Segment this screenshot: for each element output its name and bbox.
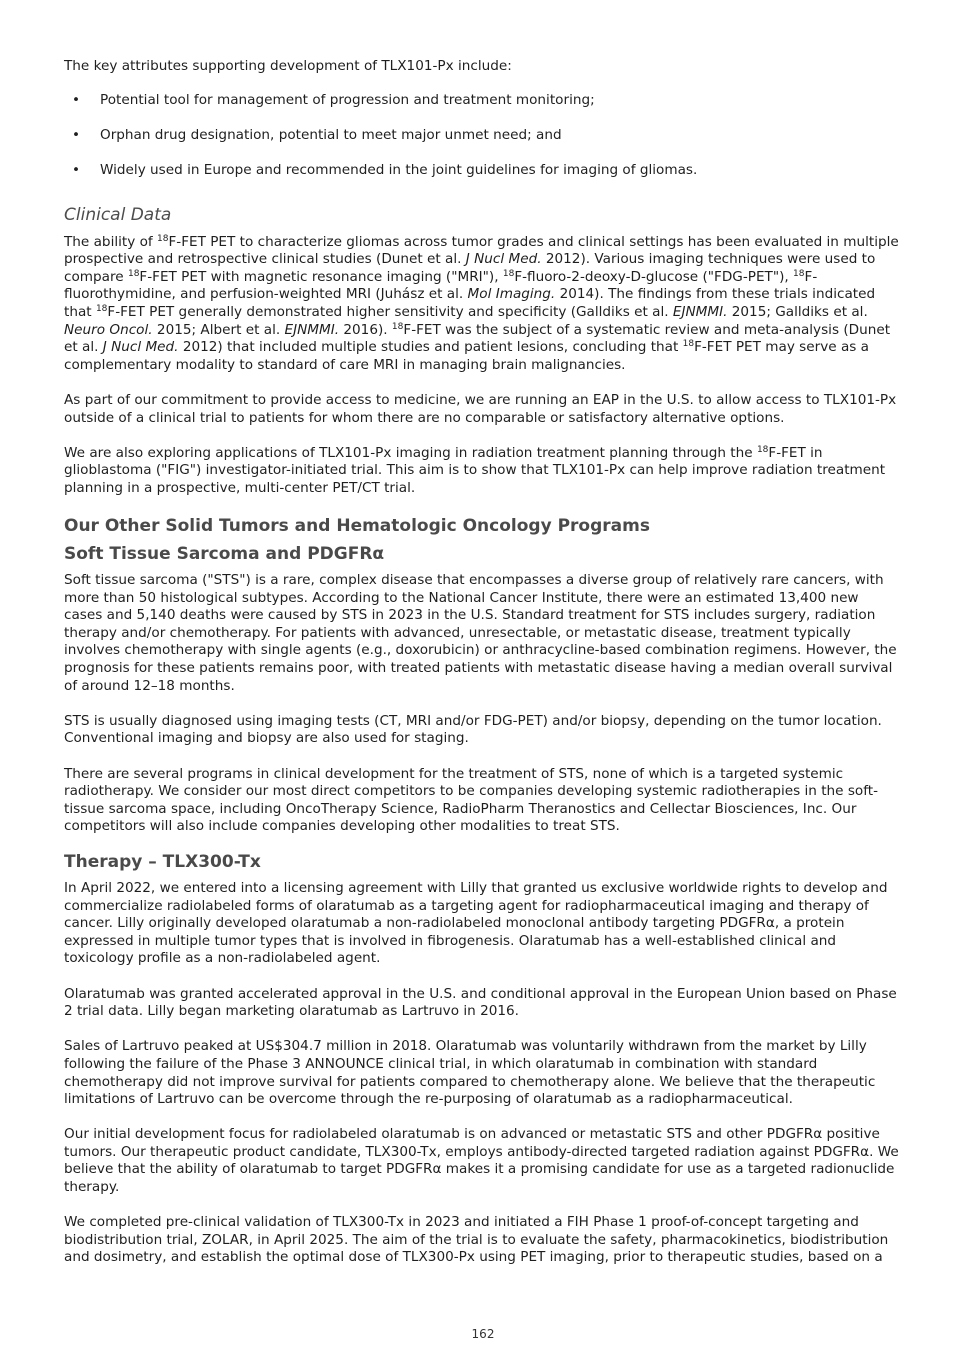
bullet-icon: •: [72, 161, 81, 178]
clinical-paragraph-3: We are also exploring applications of TLX101-Px imaging in radiation treatment planning through the $^{18}$F-FET in glioblastoma ("FIG") investigator-initiated trial. This aim is to show that TLX101-Px can help improve radiation treatment planning in a prospective, multi-center PET/CT trial.: [64, 444, 886, 496]
therapy-paragraph-2: Olaratumab was granted accelerated approval in the U.S. and conditional approval in the European Union based on Phase 2 trial data. Lilly began marketing olaratumab as Lartruvo in 2016.: [64, 985, 897, 1020]
therapy-paragraph-1: In April 2022, we entered into a licensing agreement with Lilly that granted us exclusive worldwide rights to develop and commercialize radiolabeled forms of olaratumab as a targeting agent for radiopharmaceutical imaging and therapy of cancer. Lilly originally developed olaratumab a non-radiolabeled monoclonal antibody targeting PDGFRα, a protein expressed in multiple tumor types that is involved in fibrogenesis. Olaratumab has a well-established clinical and toxicology profile as a non-radiolabeled agent.: [64, 879, 888, 967]
intro-text: The key attributes supporting development of TLX101-Px include:: [64, 58, 512, 74]
list-item: • Widely used in Europe and recommended in the joint guidelines for imaging of gliomas.: [72, 161, 698, 178]
therapy-paragraph-4: Our initial development focus for radiolabeled olaratumab is on advanced or metastatic STS and other PDGFRα positive tumors. Our therapeutic product candidate, TLX300-Tx, employs antibody-directed targeted radiation against PDGFRα. We believe that the ability of olaratumab to target PDGFRα makes it a promising candidate for use as a targeted radionuclide therapy.: [64, 1126, 899, 1196]
other-programs-heading: Our Other Solid Tumors and Hematologic Oncology Programs: [64, 516, 650, 537]
document-page: [64, 58, 900, 1285]
page-number: 162: [471, 1327, 495, 1341]
sts-paragraph-2: STS is usually diagnosed using imaging tests (CT, MRI and/or FDG-PET) and/or biopsy, depending on the tumor location. Conventional imaging and biopsy are also used for staging.: [64, 712, 882, 747]
sts-paragraph-3: There are several programs in clinical development for the treatment of STS, none of which is a targeted systemic radiotherapy. We consider our most direct competitors to be companies developing systemic radiotherapies in the soft-tissue sarcoma space, including OncoTherapy Science, RadioPharm Theranostics and Cellectar Biosciences, Inc. Our competitors will also include companies developing other modalities to treat STS.: [64, 765, 879, 835]
therapy-paragraph-5: We completed pre-clinical validation of TLX300-Tx in 2023 and initiated a FIH Phase 1 proof-of-concept targeting and biodistribution trial, ZOLAR, in April 2025. The aim of the trial is to evaluate the safety, pharmacokinetics, biodistribution and dosimetry, and establish the optimal dose of TLX300-Px using PET imaging, prior to therapeutic studies, based on a: [64, 1214, 889, 1266]
bullet-icon: •: [72, 126, 81, 143]
bullet-icon: •: [72, 91, 81, 108]
therapy-heading: Therapy – TLX300-Tx: [64, 851, 261, 872]
therapy-paragraph-3: Sales of Lartruvo peaked at US$304.7 million in 2018. Olaratumab was voluntarily withdrawn from the market by Lilly following the failure of the Phase 3 ANNOUNCE clinical trial, in which olaratumab in combination with standard chemotherapy did not improve survival for patients compared to chemotherapy alone. We believe that the therapeutic limitations of Lartruvo can be overcome through the re-purposing of olaratumab as a radiopharmaceutical.: [64, 1038, 876, 1108]
list-item: • Orphan drug designation, potential to meet major unmet need; and: [72, 126, 562, 143]
clinical-paragraph-2: As part of our commitment to provide access to medicine, we are running an EAP in the U.S. to allow access to TLX101-Px outside of a clinical trial to patients for whom there are no comparable or satisfactory alternative options.: [64, 391, 897, 426]
attributes-list: [64, 92, 900, 180]
clinical-data-heading: Clinical Data: [64, 204, 172, 225]
sts-paragraph-1: Soft tissue sarcoma ("STS") is a rare, complex disease that encompasses a diverse group of relatively rare cancers, with more than 50 histological subtypes. According to the National Cancer Institute, there were an estimated 13,400 new cases and 5,140 deaths were caused by STS in 2023 in the U.S. Standard treatment for STS includes surgery, radiation therapy and/or chemotherapy. For patients with advanced, unresectable, or metastatic disease, treatment typically involves chemotherapy with single agents (e.g., doxorubicin) or anthracycline-based combination regimens. However, the prognosis for these patients remains poor, with treated patients with metastatic disease having a median overall survival of around 12–18 months.: [64, 572, 897, 694]
sts-heading: Soft Tissue Sarcoma and PDGFRα: [64, 544, 385, 565]
clinical-paragraph-1: The ability of $^{18}$F-FET PET to characterize gliomas across tumor grades and clinical settings has been evaluated in multiple prospective and retrospective clinical studies (Dunet et al. J Nucl Med. 2012). Various imaging techniques were used to compare $^{18}$F-FET PET with magnetic resonance imaging ("MRI"), $^{18}$F-fluoro-2-deoxy-D-glucose ("FDG-PET"), $^{18}$F-fluorothymidine, and perfusion-weighted MRI (Juhász et al. Mol Imaging. 2014). The findings from these trials indicated that $^{18}$F-FET PET generally demonstrated higher sensitivity and specificity (Galldiks et al. EJNMMI. 2015; Galldiks et al. Neuro Oncol. 2015; Albert et al. EJNMMI. 2016). $^{18}$F-FET was the subject of a systematic review and meta-analysis (Dunet et al. J Nucl Med. 2012) that included multiple studies and patient lesions, concluding that $^{18}$F-FET PET may serve as a complementary modality to standard of care MRI in managing brain malignancies.: [64, 233, 899, 373]
list-item: • Potential tool for management of progression and treatment monitoring;: [72, 91, 595, 108]
